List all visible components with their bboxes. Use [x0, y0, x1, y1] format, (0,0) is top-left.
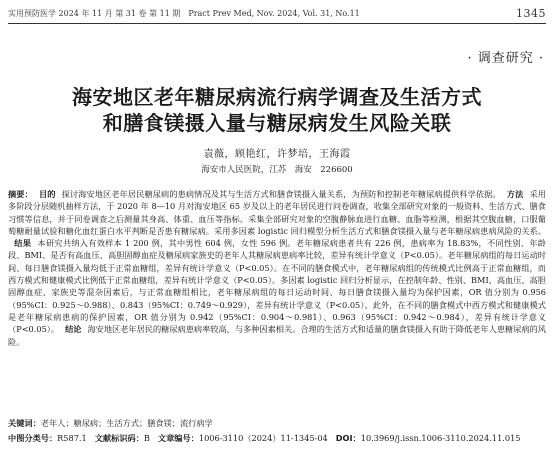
- doc-code-label: 文献标识码：: [94, 433, 144, 443]
- article-id-label: 文章编号：: [157, 433, 199, 443]
- doc-code-value: B: [143, 433, 150, 443]
- abstract: [8, 188, 546, 348]
- doi-label: DOI：: [335, 433, 361, 443]
- objective-text: 探讨海安地区老年居民糖尿病的患病情况及其与生活方式和膳食镁摄入量关系，为预防和控制老年糖尿病提供科学依据。: [61, 189, 501, 199]
- conclusion-label: 结论: [65, 324, 82, 335]
- keywords-label: 关键词：: [8, 418, 41, 428]
- keywords: [8, 417, 546, 429]
- clc-label: 中图分类号：: [8, 433, 58, 443]
- results-label: 结果: [14, 238, 32, 249]
- conclusion-text: 海安地区老年居民的糖尿病患病率较高，与多种因素相关。合理的生活方式和适量的膳食镁摄入有助于降低老年人患糖尿病的风险。: [8, 324, 546, 347]
- classification-line: [8, 432, 546, 444]
- clc-value: R587.1: [57, 433, 87, 443]
- author-list: 袁薇，顾艳红，许梦培，王海霞: [203, 149, 351, 160]
- methods-text: 采用多阶段分层随机抽样方法，于 2020 年 8—10 月对海安地区 65 岁及以上的老年居民进行问卷调查，收集全部研究对象的一般资料、生活方式、膳食习惯等信息，并于同卷调查之后测量其身高、体重、血压等指标。采集全部研究对象的空腹静脉血进行血糖、血脂等检测，根据其空腹血糖，口服葡萄糖耐量试验和糖化血红蛋白水平判断是否患有糖尿病。采用多因素 logistic 回归模型分析生活方式和膳食镁摄入量与老年糖尿病患病风险的关系。: [8, 189, 546, 236]
- page-number: 1345: [516, 7, 546, 20]
- article-id-value: 1006-3110（2024）11-1345-04: [198, 433, 328, 443]
- doi-value: 10.3969/j.issn.1006-3110.2024.11.015: [360, 433, 521, 443]
- section-label: · 调查研究 ·: [467, 51, 544, 66]
- affiliation: 海安市人民医院，江苏 海安 226600: [201, 165, 353, 175]
- results-text: 本研究共纳入有效样本 1 200 例，其中男性 604 例，女性 596 例。老年糖尿病患者共有 226 例，患病率为 18.83%，不同性别、年龄段、BMI、是否有高血压、高胆固醇血症及糖尿病家族史的老年人其糖尿病患病率比较，差异有统计学意义（P<0.05）。老年糖尿病组的每日运动时间、每日膳食镁摄入量均低于正常血糖组，差异有统计学意义（P<0.05）。在不同的膳食模式中，老年糖尿病组的传统模式比例高于正常血糖组，而西方模式和健康模式比例低于正常血糖组，差异有统计学意义（P<0.05）。多因素 logistic 回归分析显示，在控制年龄、性别、BMI、高血压、高胆固醇血症、家族史等混杂因素后，与正常血糖组相比，老年糖尿病组的每日运动时间、每日膳食镁摄入量均为保护因素，OR 值分别为 0.956（95%CI：0.925～0.988）、0.843（95%CI：0.749～0.929），差异有统计学意义（P<0.05）。此外，在不同的膳食模式中西方模式和健康模式是老年糖尿病患病的保护因素，OR 值分别为 0.942（95%CI：0.904～0.981）、0.963（95%CI：0.942～0.984），差异有统计学意义（P<0.05）。: [8, 238, 546, 335]
- objective-label: 目的: [38, 189, 56, 199]
- article-title-line-2: 和膳食镁摄入量与糖尿病发生风险关联: [102, 111, 452, 135]
- article-title-line-1: 海安地区老年糖尿病流行病学调查及生活方式: [72, 85, 482, 109]
- keywords-text: 老年人；糖尿病；生活方式；膳食镁；流行病学: [40, 418, 213, 428]
- journal-header: [8, 5, 546, 24]
- methods-label: 方法: [506, 189, 524, 199]
- journal-citation-line: 实用预防医学 2024 年 11 月 第 31 卷 第 11 期 Pract Prev Med, Nov. 2024, Vol. 31, No.11: [8, 9, 360, 18]
- abstract-label: 摘要：: [8, 189, 33, 199]
